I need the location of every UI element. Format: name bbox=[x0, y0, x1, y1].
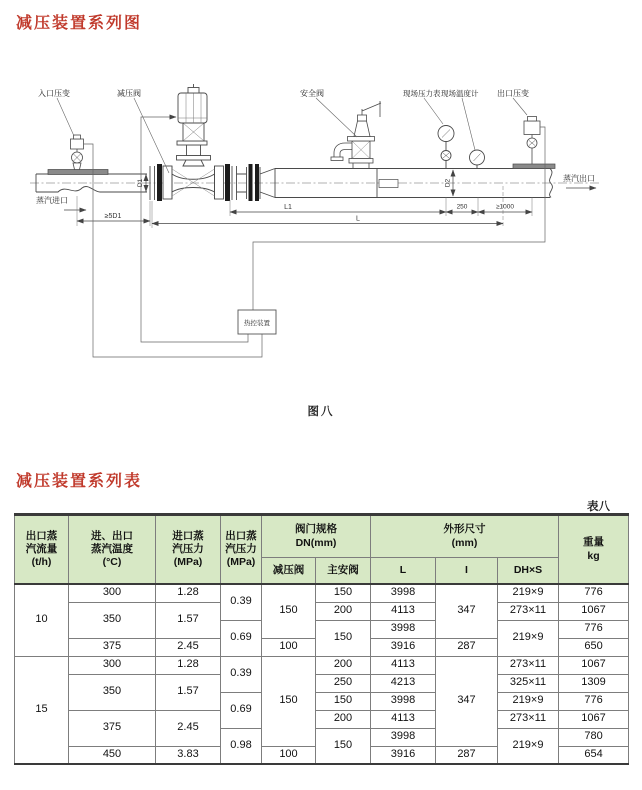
safety-valve-icon bbox=[331, 101, 381, 169]
table-cell: 4113 bbox=[371, 656, 436, 674]
table-cell: 0.98 bbox=[221, 728, 262, 764]
table-cell: 150 bbox=[262, 584, 316, 638]
table-row bbox=[15, 656, 629, 674]
table-cell: 1.57 bbox=[156, 602, 221, 638]
table-cell: 375 bbox=[69, 638, 156, 656]
table-title: 减压装置系列表 bbox=[16, 473, 143, 490]
pressure-gauge-label: 现场压力表 bbox=[403, 89, 441, 98]
table-cell: 776 bbox=[559, 692, 629, 710]
table-cell: 3916 bbox=[371, 746, 436, 764]
th-dim-i: I bbox=[436, 558, 498, 585]
steam-inlet-label: 蒸汽进口 bbox=[36, 196, 68, 205]
table-cell: 1.28 bbox=[156, 584, 221, 602]
control-wire-inlet bbox=[84, 144, 262, 357]
table-row bbox=[15, 710, 629, 728]
table-cell: 3916 bbox=[371, 638, 436, 656]
table-cell: 3998 bbox=[371, 620, 436, 638]
table-cell: 150 bbox=[316, 584, 371, 602]
dim-overall: L bbox=[356, 215, 360, 223]
table-cell: 780 bbox=[559, 728, 629, 746]
table-cell: 776 bbox=[559, 620, 629, 638]
table-cell: 4113 bbox=[371, 710, 436, 728]
th-temp: 进、出口 蒸汽温度 (°C) bbox=[69, 515, 156, 585]
inlet-transmitter-icon bbox=[71, 135, 84, 170]
th-flow: 出口蒸 汽流量 (t/h) bbox=[15, 515, 69, 585]
table-cell: 150 bbox=[262, 656, 316, 746]
table-cell: 1.57 bbox=[156, 674, 221, 710]
table-row bbox=[15, 584, 629, 602]
table-cell: 250 bbox=[316, 674, 371, 692]
pipe-joint-gaskets bbox=[249, 164, 260, 201]
dim-d1: D1 bbox=[137, 178, 144, 188]
nameplate bbox=[379, 180, 398, 188]
table-number: 表八 bbox=[587, 501, 610, 513]
table-cell: 350 bbox=[69, 674, 156, 710]
inlet-transmitter-label: 入口压变 bbox=[38, 89, 70, 98]
outlet-transmitter-icon bbox=[513, 117, 555, 169]
table-cell: 0.69 bbox=[221, 692, 262, 728]
table-cell: 1.28 bbox=[156, 656, 221, 674]
table-cell: 3998 bbox=[371, 692, 436, 710]
thermometer-icon bbox=[470, 150, 485, 169]
table-cell: 776 bbox=[559, 584, 629, 602]
th-dim-dhs: DH×S bbox=[498, 558, 559, 585]
outlet-transmitter-label: 出口压变 bbox=[497, 89, 529, 98]
table-cell: 650 bbox=[559, 638, 629, 656]
table-cell: 2.45 bbox=[156, 638, 221, 656]
reducing-valve-icon bbox=[150, 84, 237, 201]
label-leaders bbox=[57, 98, 527, 173]
table-cell: 287 bbox=[436, 746, 498, 764]
table-cell: 1067 bbox=[559, 602, 629, 620]
table-cell: 1067 bbox=[559, 656, 629, 674]
steam-outlet-label: 蒸汽出口 bbox=[563, 174, 595, 183]
table-cell: 654 bbox=[559, 746, 629, 764]
spec-table-header bbox=[15, 515, 629, 585]
table-cell: 200 bbox=[316, 602, 371, 620]
safety-valve-label: 安全阀 bbox=[300, 89, 324, 98]
table-cell: 219×9 bbox=[498, 692, 559, 710]
table-cell: 4213 bbox=[371, 674, 436, 692]
table-cell: 347 bbox=[436, 656, 498, 746]
table-cell: 100 bbox=[262, 638, 316, 656]
inlet-mount-plate bbox=[48, 170, 108, 175]
th-inlet-pressure: 进口蒸 汽压力 (MPa) bbox=[156, 515, 221, 585]
spec-table-body bbox=[15, 584, 629, 764]
table-cell: 219×9 bbox=[498, 620, 559, 656]
actuator-motor bbox=[178, 93, 207, 123]
table-cell: 450 bbox=[69, 746, 156, 764]
table-cell: 300 bbox=[69, 656, 156, 674]
table-cell: 273×11 bbox=[498, 710, 559, 728]
th-dim-l: L bbox=[371, 558, 436, 585]
pressure-gauge-icon bbox=[438, 126, 454, 169]
th-valve-spec: 阀门规格 DN(mm) bbox=[262, 515, 371, 558]
control-wire-outlet bbox=[253, 127, 545, 310]
table-cell: 2.45 bbox=[156, 710, 221, 746]
table-cell: 0.39 bbox=[221, 656, 262, 692]
table-cell: 150 bbox=[316, 728, 371, 764]
dim-inlet-run: ≥5D1 bbox=[104, 213, 122, 220]
table-cell: 1309 bbox=[559, 674, 629, 692]
table-cell: 150 bbox=[316, 620, 371, 656]
table-cell: 4113 bbox=[371, 602, 436, 620]
table-cell: 350 bbox=[69, 602, 156, 638]
dim-outlet-run: ≥1000 bbox=[495, 203, 515, 211]
table-cell: 10 bbox=[15, 584, 69, 656]
table-cell: 100 bbox=[262, 746, 316, 764]
spec-table bbox=[14, 513, 629, 765]
table-cell: 0.69 bbox=[221, 620, 262, 656]
table-cell: 300 bbox=[69, 584, 156, 602]
table-cell: 219×9 bbox=[498, 584, 559, 602]
dim-d2: D2 bbox=[444, 178, 452, 188]
th-reducing-valve: 减压阀 bbox=[262, 558, 316, 585]
table-cell: 3.83 bbox=[156, 746, 221, 764]
table-cell: 200 bbox=[316, 656, 371, 674]
table-cell: 347 bbox=[436, 584, 498, 638]
table-cell: 219×9 bbox=[498, 728, 559, 764]
table-cell: 200 bbox=[316, 710, 371, 728]
table-cell: 287 bbox=[436, 638, 498, 656]
table-row bbox=[15, 602, 629, 620]
th-dims: 外形尺寸 (mm) bbox=[371, 515, 559, 558]
th-main-safety-valve: 主安阀 bbox=[316, 558, 371, 585]
table-cell: 1067 bbox=[559, 710, 629, 728]
control-unit-label: 热控装置 bbox=[244, 320, 270, 327]
dim-l1: L1 bbox=[284, 204, 292, 211]
diagram-title: 减压装置系列图 bbox=[16, 15, 143, 32]
dim-gauge-gap: 250 bbox=[456, 203, 468, 211]
reducing-valve-label: 减压阀 bbox=[117, 89, 141, 98]
table-cell: 273×11 bbox=[498, 602, 559, 620]
table-cell: 325×11 bbox=[498, 674, 559, 692]
table-cell: 273×11 bbox=[498, 656, 559, 674]
table-cell: 0.39 bbox=[221, 584, 262, 620]
th-outlet-pressure: 出口蒸 汽压力 (MPa) bbox=[221, 515, 262, 585]
table-row bbox=[15, 674, 629, 692]
table-cell: 150 bbox=[316, 692, 371, 710]
table-cell: 3998 bbox=[371, 728, 436, 746]
th-weight: 重量 kg bbox=[559, 515, 629, 585]
table-cell: 375 bbox=[69, 710, 156, 746]
thermometer-label: 现场温度计 bbox=[441, 89, 479, 98]
table-cell: 15 bbox=[15, 656, 69, 764]
table-cell: 3998 bbox=[371, 584, 436, 602]
figure-caption: 图八 bbox=[307, 406, 335, 418]
